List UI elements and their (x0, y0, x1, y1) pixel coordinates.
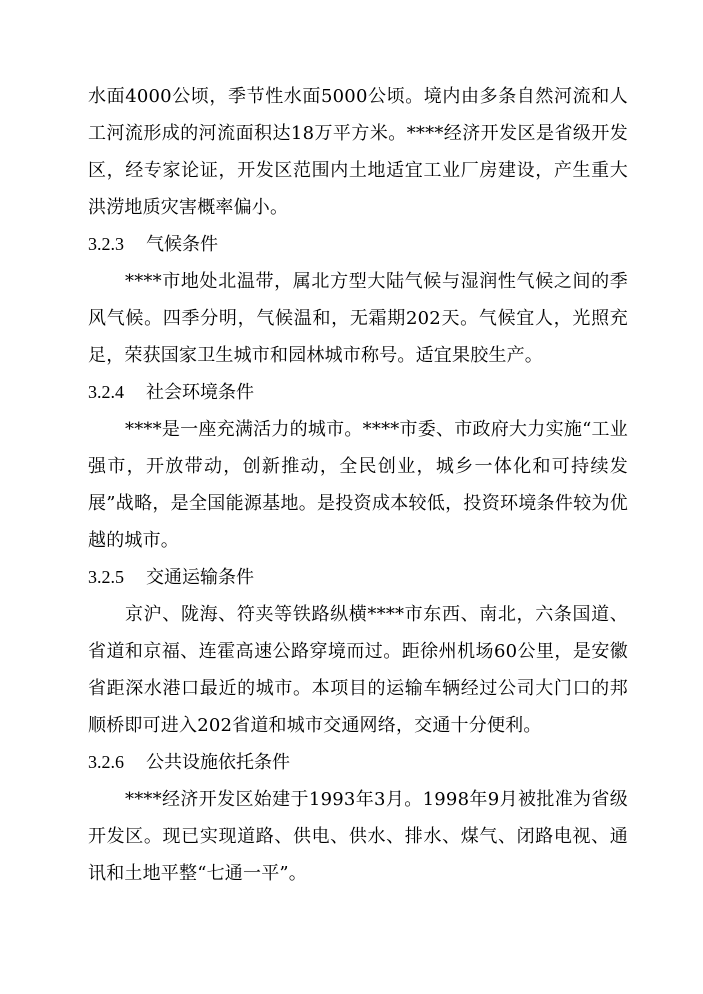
section-heading-transport (88, 559, 628, 596)
section-title: 社会环境条件 (146, 382, 254, 403)
section-title: 公共设施依托条件 (146, 752, 290, 773)
section-title: 交通运输条件 (146, 567, 254, 588)
paragraph-transport: 京沪、陇海、符夹等铁路纵横****市东西、南北，六条国道、省道和京福、连霍高速公路穿境而过。距徐州机场60公里，是安徽省距深水港口最近的城市。本项目的运输车辆经过公司大门口的邦顺桥即可进入202省道和城市交通网络，交通十分便利。 (88, 604, 628, 736)
section-number: 3.2.6 (88, 752, 124, 772)
paragraph-public-facilities: ****经济开发区始建于1993年3月。1998年9月被批准为省级开发区。现已实现道路、供电、供水、排水、煤气、闭路电视、通讯和土地平整“七通一平”。 (88, 789, 628, 884)
section-title: 气候条件 (146, 234, 218, 255)
section-number: 3.2.3 (88, 234, 124, 254)
paragraph-climate: ****市地处北温带，属北方型大陆气候与湿润性气候之间的季风气候。四季分明，气候温和，无霜期202天。气候宜人，光照充足，荣获国家卫生城市和园林城市称号。适宜果胶生产。 (88, 271, 628, 366)
section-heading-social (88, 374, 628, 411)
document-page (88, 78, 628, 892)
section-number: 3.2.5 (88, 567, 124, 587)
section-heading-public-facilities (88, 744, 628, 781)
paragraph-social: ****是一座充满活力的城市。****市委、市政府大力实施“工业强市，开放带动，创新推动，全民创业，城乡一体化和可持续发展”战略，是全国能源基地。是投资成本较低，投资环境条件较为优越的城市。 (88, 419, 628, 551)
section-number: 3.2.4 (88, 382, 124, 402)
paragraph-land-water: 水面4000公顷，季节性水面5000公顷。境内由多条自然河流和人工河流形成的河流面积达18万平方米。****经济开发区是省级开发区，经专家论证，开发区范围内土地适宜工业厂房建设，产生重大洪涝地质灾害概率偏小。 (88, 86, 628, 218)
section-heading-climate (88, 226, 628, 263)
